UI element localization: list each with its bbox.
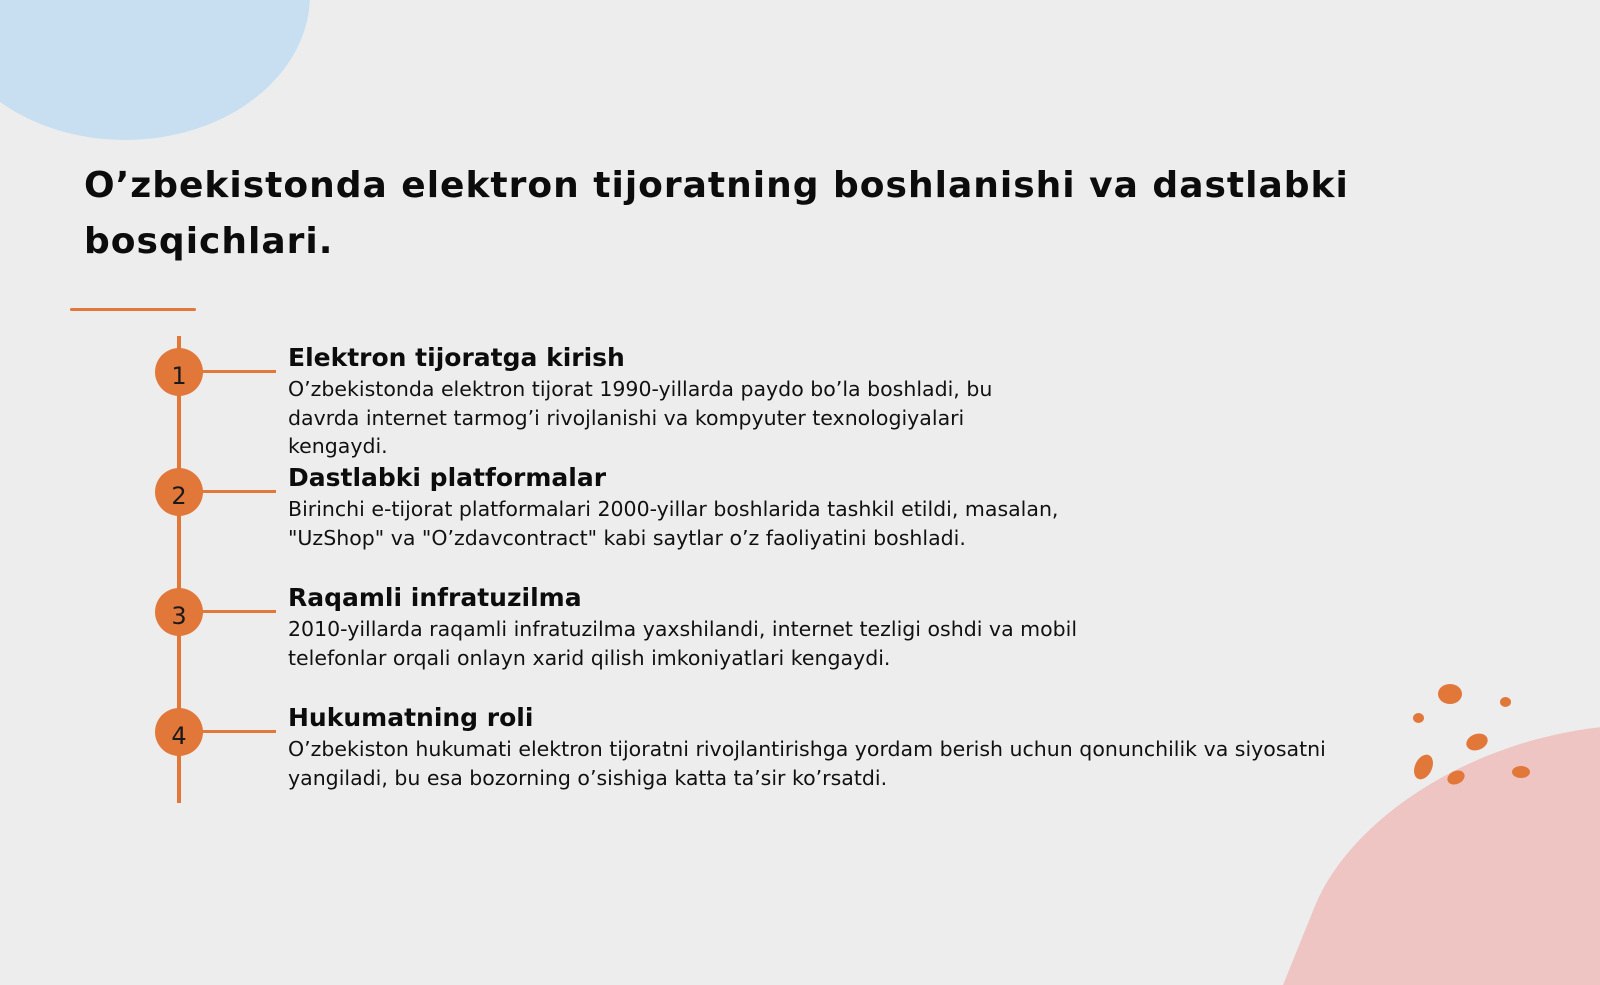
timeline-marker-4: 4 [155, 708, 203, 756]
decorative-dot [1512, 766, 1530, 778]
timeline-item-text: 2010-yillarda raqamli infratuzilma yaxshilandi, internet tezligi oshdi va mobil telefonlar orqali onlayn xarid qilish imkoniyatlari kengaydi. [288, 617, 1078, 670]
timeline-item-4 [288, 701, 1428, 792]
decorative-dot [1500, 697, 1511, 707]
slide-title: O’zbekistonda elektron tijoratning boshlanishi va dastlabki bosqichlari. [84, 165, 1349, 262]
timeline-item-text: O’zbekistonda elektron tijorat 1990-yillarda paydo bo’la boshladi, bu davrda internet tarmog’i rivojlanishi va kompyuter texnologiyalari kengaydi. [288, 377, 993, 458]
timeline-item-text: Birinchi e-tijorat platformalari 2000-yillar boshlarida tashkil etildi, masalan, "UzShop" va "O’zdavcontract" kabi saytlar o’z faoliyatini boshladi. [288, 497, 1059, 550]
timeline-marker-1: 1 [155, 348, 203, 396]
timeline-item-text: O’zbekiston hukumati elektron tijoratni rivojlantirishga yordam berish uchun qonunchilik va siyosatni yangiladi, bu esa bozorning o’sishiga katta ta’sir ko’rsatdi. [288, 737, 1326, 790]
timeline-marker-3: 3 [155, 588, 203, 636]
timeline-item-1 [288, 341, 1428, 461]
timeline-item-heading: Hukumatning roli [288, 703, 534, 732]
timeline-marker-2: 2 [155, 468, 203, 516]
timeline-item-heading: Elektron tijoratga kirish [288, 343, 625, 372]
timeline-item-2 [288, 461, 1428, 552]
timeline-item-3 [288, 581, 1428, 672]
decorative-blob-top-left [0, 0, 310, 140]
timeline-item-heading: Raqamli infratuzilma [288, 583, 582, 612]
decorative-dot [1464, 731, 1490, 754]
timeline-item-heading: Dastlabki platformalar [288, 463, 607, 492]
title-underline [70, 308, 196, 311]
decorative-dot [1438, 684, 1462, 704]
